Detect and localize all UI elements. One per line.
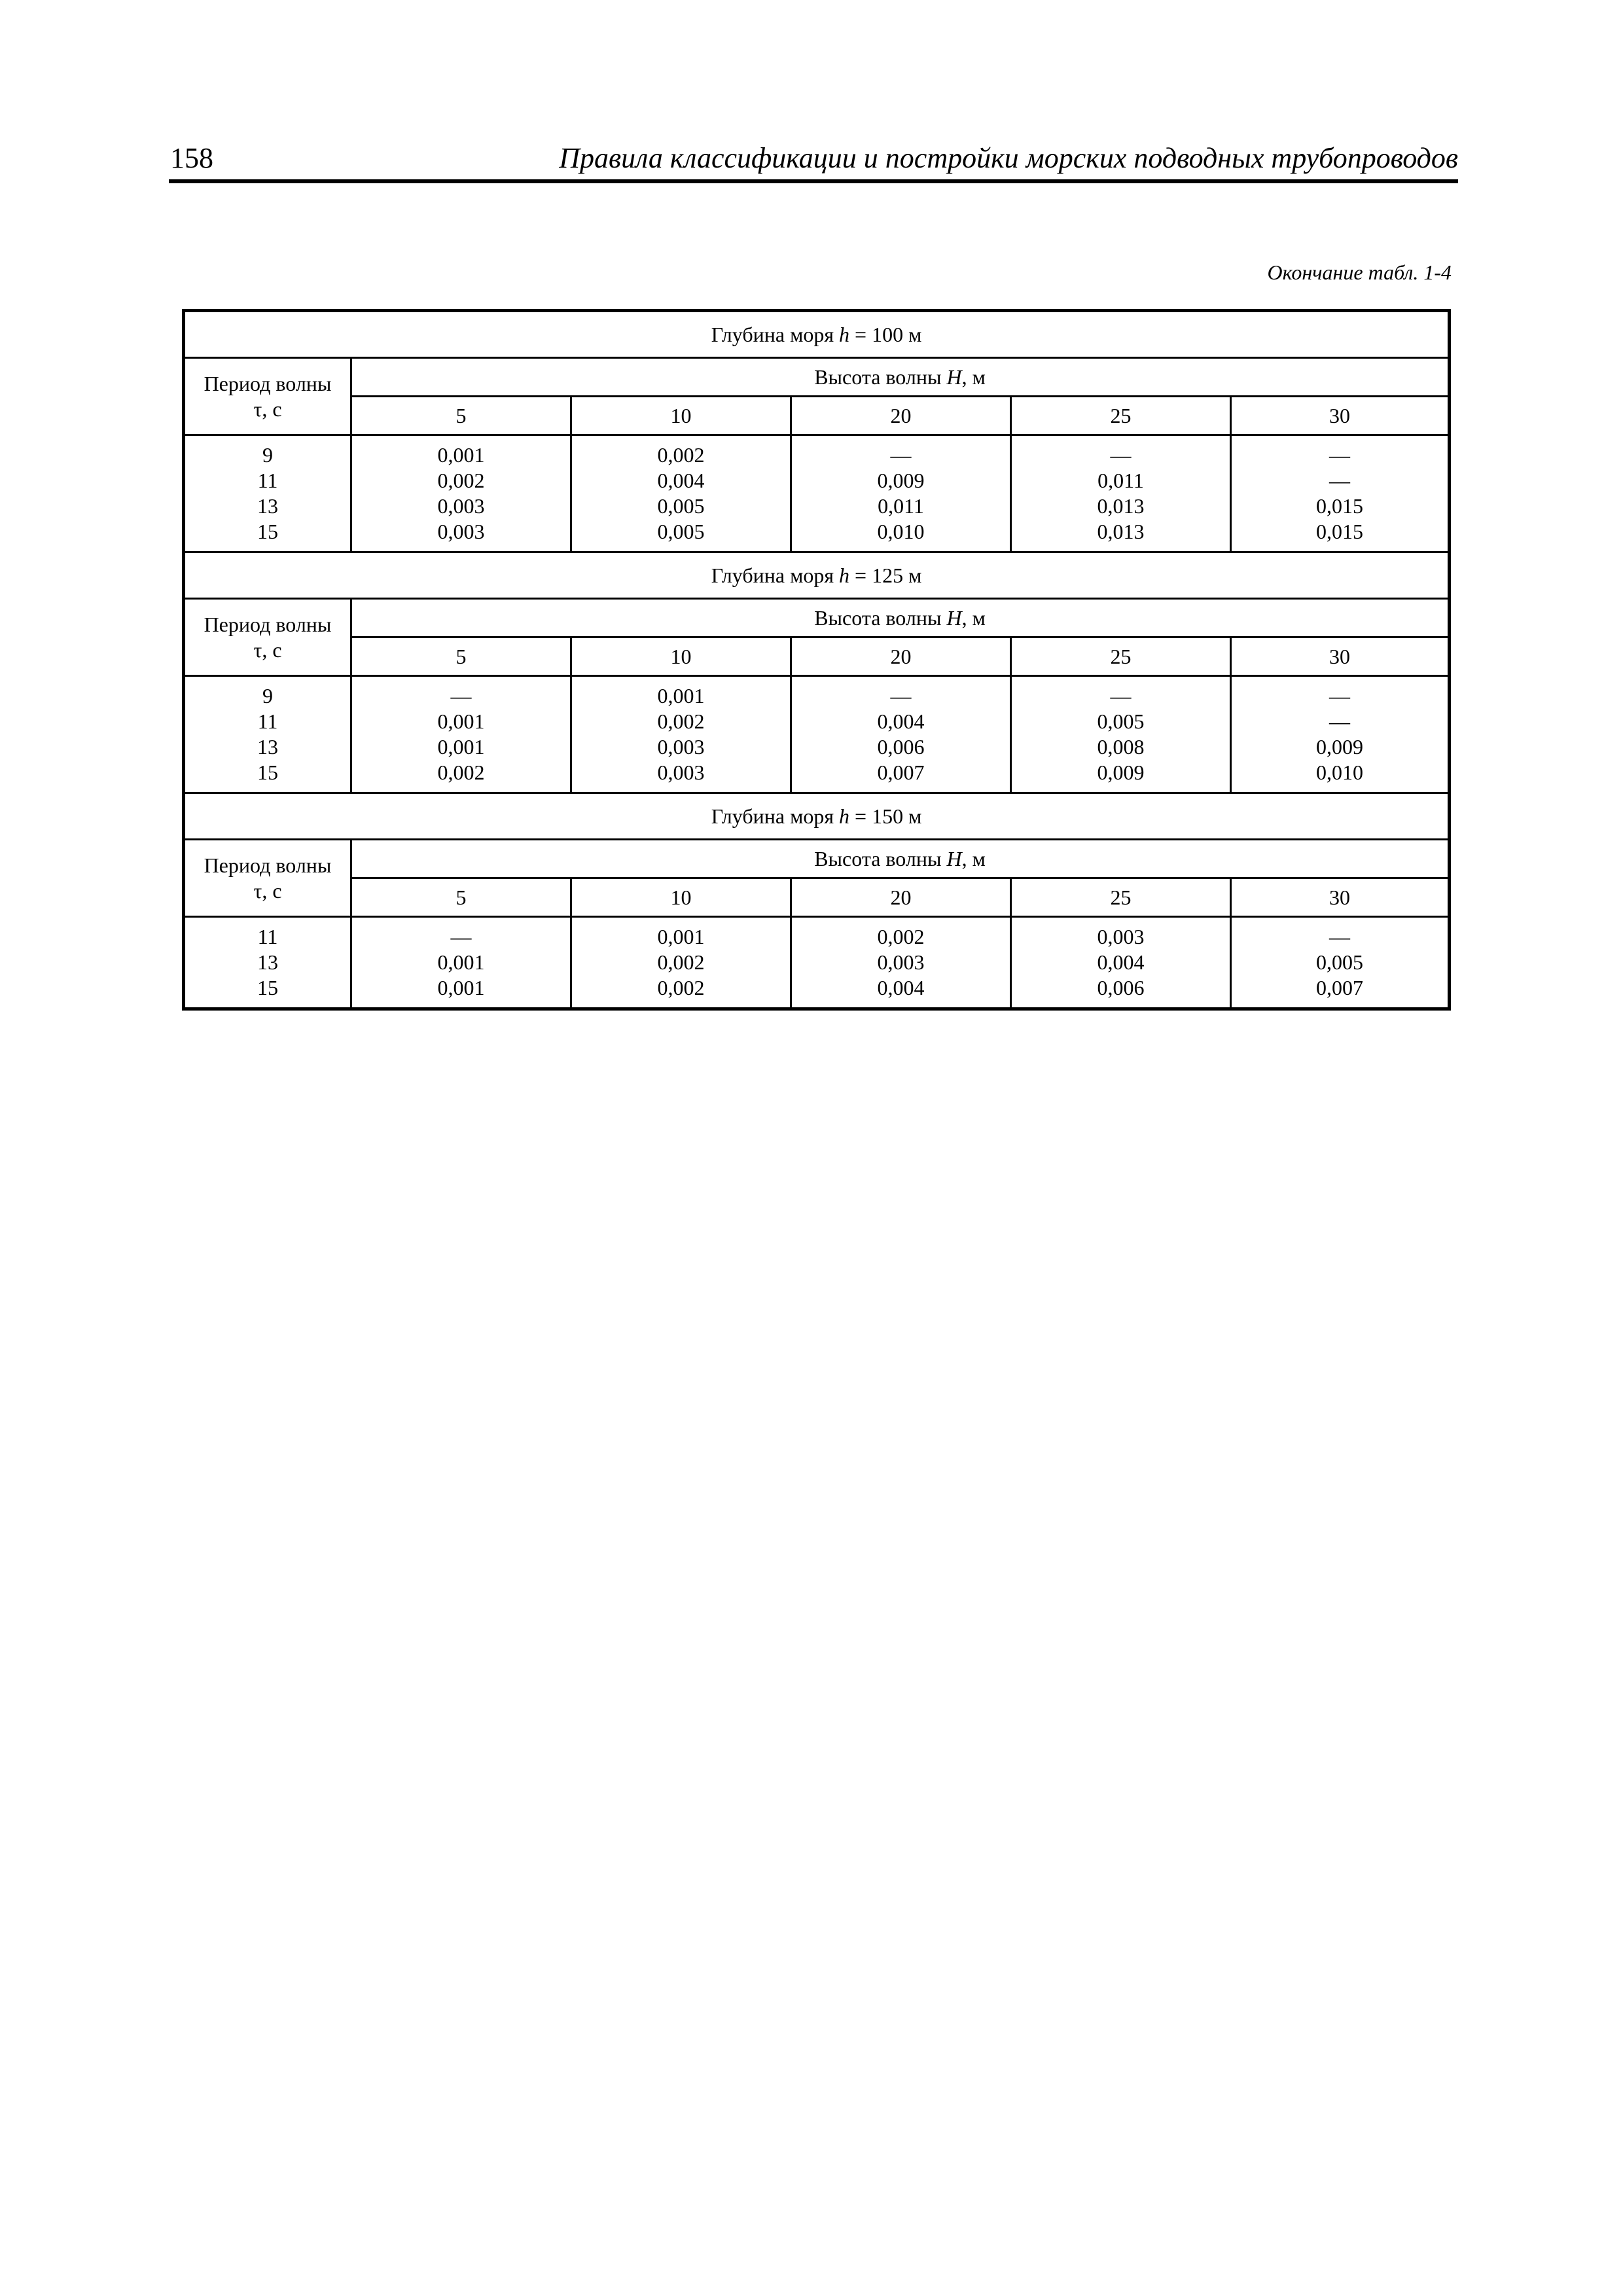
height-variable: H: [946, 605, 962, 630]
column-header-row: [184, 397, 1450, 435]
value-cell: [1231, 917, 1450, 1009]
column-header: 10: [571, 878, 791, 917]
table-value: 0,003: [437, 494, 485, 518]
table-value: —: [1329, 469, 1350, 492]
data-row: [184, 676, 1450, 793]
period-label: Период волны: [204, 853, 332, 877]
depth-variable: h: [839, 563, 850, 587]
period-values: [184, 435, 351, 552]
table-body: [184, 311, 1450, 1009]
depth-value: = 100 м: [849, 322, 922, 346]
depth-row: [184, 311, 1450, 358]
period-header: [184, 599, 351, 676]
table-value: 0,001: [437, 950, 485, 974]
table-value: 0,009: [877, 469, 925, 492]
table-value: —: [1110, 443, 1132, 467]
table-value: 0,007: [877, 761, 925, 784]
table-value: —: [450, 925, 472, 948]
table-value: 0,003: [657, 761, 705, 784]
table-value: 0,005: [1097, 709, 1145, 733]
table-value: 0,002: [437, 761, 485, 784]
value-cell: [791, 676, 1011, 793]
column-header: 20: [791, 397, 1011, 435]
data-row: [184, 435, 1450, 552]
height-label: Высота волны: [814, 605, 947, 630]
period-unit: τ, с: [253, 397, 282, 421]
height-unit: , м: [961, 846, 986, 870]
depth-header: [184, 311, 1450, 358]
period-value: 11: [257, 469, 278, 492]
table-value: —: [1110, 684, 1132, 708]
period-unit: τ, с: [253, 637, 282, 662]
table-value: —: [1329, 709, 1350, 733]
height-header: [351, 358, 1450, 397]
period-value: 11: [257, 709, 278, 733]
column-header: 20: [791, 878, 1011, 917]
period-label: Период волны: [204, 612, 332, 636]
table-value: 0,006: [1097, 976, 1145, 999]
table-value: 0,009: [1097, 761, 1145, 784]
table-value: 0,002: [657, 443, 705, 467]
column-header-row: [184, 878, 1450, 917]
table-value: 0,003: [657, 735, 705, 759]
page-header: [169, 139, 1458, 183]
column-header: 10: [571, 637, 791, 676]
table-value: 0,001: [437, 443, 485, 467]
period-value: 15: [257, 520, 278, 543]
table-value: 0,007: [1316, 976, 1363, 999]
value-cell: [1231, 435, 1450, 552]
value-cell: [351, 917, 571, 1009]
period-value: 9: [262, 443, 273, 467]
period-values: [184, 676, 351, 793]
period-unit: τ, с: [253, 878, 282, 903]
table-value: 0,001: [657, 684, 705, 708]
value-cell: [571, 435, 791, 552]
table-value: 0,004: [1097, 950, 1145, 974]
table-value: 0,005: [657, 520, 705, 543]
depth-header: [184, 793, 1450, 840]
table-value: 0,001: [437, 735, 485, 759]
height-variable: H: [946, 365, 962, 389]
depth-value: = 125 м: [849, 563, 922, 587]
height-variable: H: [946, 846, 962, 870]
column-header: 25: [1011, 637, 1231, 676]
period-value: 9: [262, 684, 273, 708]
column-header: 25: [1011, 878, 1231, 917]
table-value: 0,001: [657, 925, 705, 948]
column-header: 30: [1231, 397, 1450, 435]
height-unit: , м: [961, 605, 986, 630]
table-value: —: [1329, 684, 1350, 708]
table-caption: Окончание табл. 1-4: [1267, 260, 1452, 284]
period-header: [184, 840, 351, 917]
table-value: 0,015: [1316, 520, 1363, 543]
value-cell: [791, 435, 1011, 552]
page-number: 158: [170, 142, 213, 174]
table-value: —: [890, 443, 912, 467]
value-cell: [1011, 676, 1231, 793]
period-value: 15: [257, 976, 278, 999]
running-title: Правила классификации и постройки морских подводных трубопроводов: [559, 142, 1458, 174]
height-header-row: [184, 840, 1450, 878]
table-value: 0,001: [437, 709, 485, 733]
data-row: [184, 917, 1450, 1009]
table-value: 0,003: [437, 520, 485, 543]
period-header: [184, 358, 351, 435]
value-cell: [571, 917, 791, 1009]
table-value: 0,003: [1097, 925, 1145, 948]
table-value: —: [890, 684, 912, 708]
table-value: 0,010: [1316, 761, 1363, 784]
table-value: 0,013: [1097, 494, 1145, 518]
column-header: 5: [351, 637, 571, 676]
table-value: 0,005: [1316, 950, 1363, 974]
period-value: 13: [257, 735, 278, 759]
table-value: 0,008: [1097, 735, 1145, 759]
column-header: 30: [1231, 878, 1450, 917]
height-label: Высота волны: [814, 365, 947, 389]
height-header-row: [184, 358, 1450, 397]
value-cell: [571, 676, 791, 793]
table-value: 0,005: [657, 494, 705, 518]
value-cell: [1231, 676, 1450, 793]
depth-row: [184, 793, 1450, 840]
height-unit: , м: [961, 365, 986, 389]
depth-variable: h: [839, 804, 850, 828]
height-header-row: [184, 599, 1450, 637]
period-values: [184, 917, 351, 1009]
table-value: 0,004: [877, 976, 925, 999]
table-value: 0,004: [657, 469, 705, 492]
table-value: 0,001: [437, 976, 485, 999]
table-value: 0,011: [878, 494, 924, 518]
column-header: 5: [351, 878, 571, 917]
column-header-row: [184, 637, 1450, 676]
height-header: [351, 840, 1450, 878]
table-value: 0,003: [877, 950, 925, 974]
table-value: 0,009: [1316, 735, 1363, 759]
height-header: [351, 599, 1450, 637]
period-value: 15: [257, 761, 278, 784]
table-value: —: [1329, 925, 1350, 948]
table-value: 0,002: [657, 976, 705, 999]
table-value: —: [1329, 443, 1350, 467]
wave-table: [182, 309, 1451, 1011]
table-value: 0,011: [1097, 469, 1144, 492]
table-value: 0,002: [657, 950, 705, 974]
depth-label: Глубина моря: [711, 804, 840, 828]
depth-label: Глубина моря: [711, 563, 840, 587]
depth-variable: h: [839, 322, 850, 346]
column-header: 30: [1231, 637, 1450, 676]
table-value: 0,010: [877, 520, 925, 543]
table-value: 0,015: [1316, 494, 1363, 518]
table-value: 0,006: [877, 735, 925, 759]
table-value: 0,004: [877, 709, 925, 733]
value-cell: [1011, 917, 1231, 1009]
value-cell: [791, 917, 1011, 1009]
table-value: —: [450, 684, 472, 708]
depth-label: Глубина моря: [711, 322, 840, 346]
column-header: 20: [791, 637, 1011, 676]
column-header: 25: [1011, 397, 1231, 435]
depth-value: = 150 м: [849, 804, 922, 828]
value-cell: [351, 435, 571, 552]
value-cell: [351, 676, 571, 793]
period-value: 11: [257, 925, 278, 948]
value-cell: [1011, 435, 1231, 552]
depth-row: [184, 552, 1450, 599]
column-header: 10: [571, 397, 791, 435]
table-value: 0,002: [437, 469, 485, 492]
table-value: 0,002: [657, 709, 705, 733]
period-value: 13: [257, 950, 278, 974]
height-label: Высота волны: [814, 846, 947, 870]
table-value: 0,013: [1097, 520, 1145, 543]
table-value: 0,002: [877, 925, 925, 948]
period-value: 13: [257, 494, 278, 518]
column-header: 5: [351, 397, 571, 435]
period-label: Период волны: [204, 371, 332, 395]
depth-header: [184, 552, 1450, 599]
